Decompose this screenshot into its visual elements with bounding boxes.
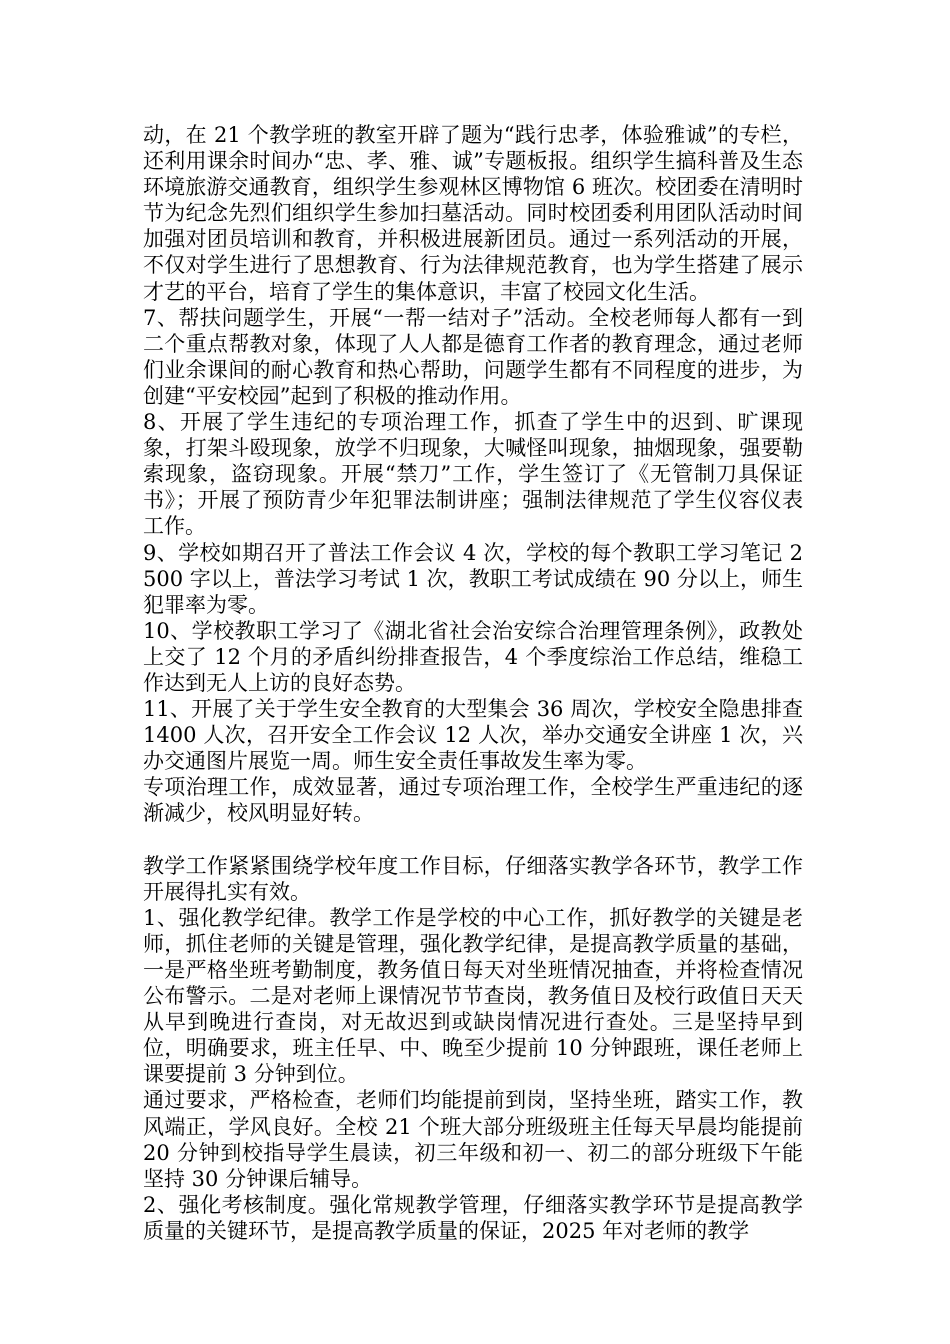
paragraph-activities: 动，在 21 个教学班的教室开辟了题为“践行忠孝，体验雅诚”的专栏，还利用课余时间办“忠、孝、雅、诚”专题板报。组织学生搞科普及生态环境旅游交通教育，组织学生参观林区博物馆 6 班次。校团委在清明时节为纪念先烈们组织学生参加扫墓活动。同时校团委利用团队活动时间加强对团员培训和教育，并积极进展新团员。通过一系列活动的开展，不仅对学生进行了思想教育、行为法律规范教育，也为学生搭建了展示才艺的平台，培育了学生的集体意识，丰富了校园文化生活。 xyxy=(143,123,803,304)
paragraph-teaching-intro: 教学工作紧紧围绕学校年度工作目标，仔细落实教学各环节，教学工作开展得扎实有效。 xyxy=(143,853,803,904)
paragraph-item-7: 7、帮扶问题学生，开展“一帮一结对子”活动。全校老师每人都有一到二个重点帮教对象，体现了人人都是德育工作者的教育理念，通过老师们业余课间的耐心教育和热心帮助，问题学生都有不同程度的进步，为创建“平安校园”起到了积极的推动作用。 xyxy=(143,305,803,408)
paragraph-teaching-1: 1、强化教学纪律。教学工作是学校的中心工作，抓好教学的关键是老师，抓住老师的关键是管理，强化教学纪律，是提高教学质量的基础，一是严格坐班考勤制度，教务值日每天对坐班情况抽查，并将检查情况公布警示。二是对老师上课情况节节查岗，教务值日及校行政值日天天从早到晚进行查岗，对无故迟到或缺岗情况进行查处。三是坚持早到位，明确要求，班主任早、中、晚至少提前 10 分钟跟班，课任老师上课要提前 3 分钟到位。 xyxy=(143,905,803,1087)
blank-line xyxy=(143,827,803,853)
paragraph-special-governance: 专项治理工作，成效显著，通过专项治理工作，全校学生严重违纪的逐渐减少，校风明显好转。 xyxy=(143,775,803,826)
document-body xyxy=(143,122,810,1244)
paragraph-item-10: 10、学校教职工学习了《湖北省社会治安综合治理管理条例》，政教处上交了 12 个月的矛盾纠纷排查报告，4 个季度综治工作总结，维稳工作达到无人上访的良好态势。 xyxy=(143,618,803,695)
paragraph-item-9: 9、学校如期召开了普法工作会议 4 次，学校的每个教职工学习笔记 2500 字以上，普法学习考试 1 次，教职工考试成绩在 90 分以上，师生犯罪率为零。 xyxy=(143,540,803,617)
paragraph-item-8: 8、开展了学生违纪的专项治理工作，抓查了学生中的迟到、旷课现象，打架斗殴现象，放学不归现象，大喊怪叫现象，抽烟现象，强要勒索现象，盗窃现象。开展“禁刀”工作，学生签订了《无管制刀具保证书》；开展了预防青少年犯罪法制讲座；强制法律规范了学生仪容仪表工作。 xyxy=(143,410,803,539)
paragraph-teaching-results: 通过要求，严格检查，老师们均能提前到岗，坚持坐班，踏实工作，教风端正，学风良好。全校 21 个班大部分班级班主任每天早晨均能提前 20 分钟到校指导学生晨读，初三年级和初一、初二的部分班级下午能坚持 30 分钟课后辅导。 xyxy=(143,1088,810,1191)
paragraph-item-11: 11、开展了关于学生安全教育的大型集会 36 周次，学校安全隐患排查 1400 人次，召开安全工作会议 12 人次，举办交通安全讲座 1 次，兴办交通图片展览一周。师生安全责任事故发生率为零。 xyxy=(143,697,810,774)
paragraph-teaching-2: 2、强化考核制度。强化常规教学管理，仔细落实教学环节是提高教学质量的关键环节，是提高教学质量的保证，2025 年对老师的教学 xyxy=(143,1192,803,1243)
